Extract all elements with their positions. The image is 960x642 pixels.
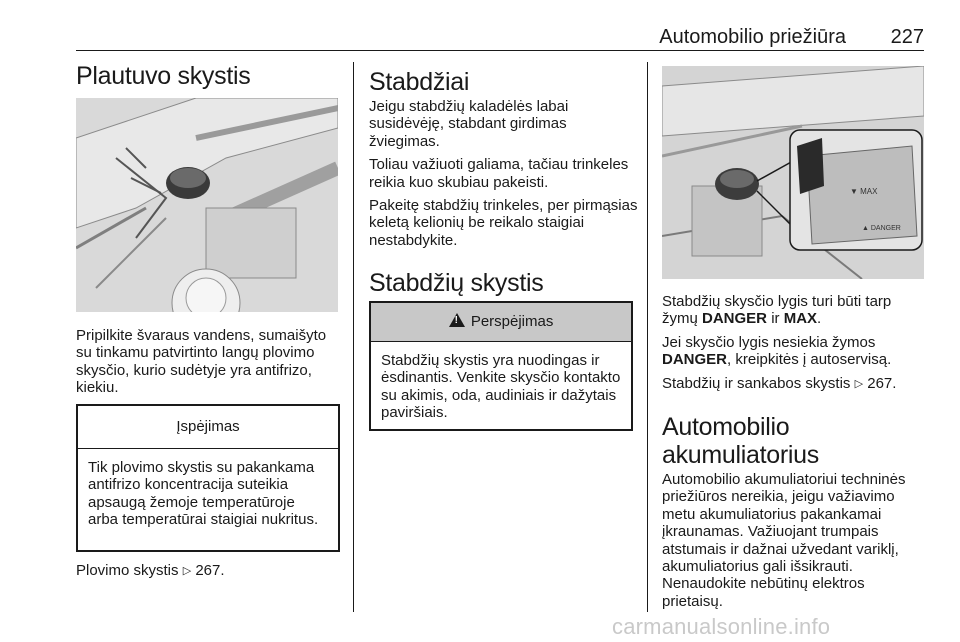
max-mark: ▼ MAX	[850, 187, 878, 196]
warning-title: Perspėjimas	[470, 313, 554, 330]
brake-ref-paragraph	[662, 375, 924, 393]
brakes-paragraph-2: Toliau važiuoti galiama, tačiau trinkeles reikia kuo skubiau pakeisti.	[369, 156, 629, 191]
danger-mark: ▲ DANGER	[862, 225, 901, 232]
engine-bay-illustration	[76, 98, 338, 312]
heading-brakes: Stabdžiai	[369, 68, 470, 96]
brake-ref-page[interactable]: 267.	[867, 374, 897, 392]
danger-label-2: DANGER	[662, 351, 728, 369]
brake-level-text-e: .	[817, 310, 822, 328]
brake-service-text-a: Jei skysčio lygis nesiekia žymos	[662, 333, 876, 351]
brake-service-paragraph	[662, 334, 924, 369]
brake-level-text-a: Stabdžių skysčio lygis turi būti tarp žymų	[662, 293, 892, 328]
brake-level-paragraph	[662, 293, 924, 328]
section-title: Automobilio priežiūra	[659, 26, 846, 48]
max-label: MAX	[783, 310, 818, 328]
heading-brake-fluid: Stabdžių skystis	[369, 269, 544, 298]
column-1-text	[76, 327, 340, 397]
washer-ref-text: Plovimo skystis	[76, 562, 179, 579]
battery-paragraph: Automobilio akumuliatoriui techninės priežiūros nereikia, jeigu važiavimo metu akumuliatorius pakankamai įkraunamas. Važiuojant trumpais atstumais ir dažnai užvedant variklį, akumuliatorius gali išsikrauti. Nenaudokite nebūtinų elektros prietaisų.	[662, 471, 906, 610]
heading-battery: Automobilio akumuliatorius	[662, 413, 819, 470]
warning-body: Stabdžių skystis yra nuodingas ir ėsdinantis. Venkite skysčio kontakto su akimis, oda, audiniais ir dažytais paviršiais.	[381, 352, 621, 422]
column-1-ref	[76, 562, 340, 580]
washer-ref-page[interactable]: 267.	[195, 562, 225, 579]
watermark: carmanualsonline.info	[612, 614, 831, 639]
warning-box	[369, 301, 633, 431]
brake-ref-text: Stabdžių ir sankabos skystis	[662, 374, 851, 392]
brake-level-text-c: ir	[767, 310, 784, 328]
column-divider-2	[647, 62, 648, 612]
danger-label: DANGER	[702, 310, 768, 328]
page-header	[76, 26, 924, 48]
notice-body: Tik plovimo skystis su pakankama antifrizo koncentracija suteikia apsaugą žemoje temperatūroje arba temperatūrai staigiai nukritus.	[88, 459, 319, 529]
washer-fluid-paragraph: Pripilkite švaraus vandens, sumaišyto su tinkamu patvirtinto langų plovimo skysčio, kurio sudėtyje yra antifrizo, kiekiu.	[76, 327, 327, 397]
brake-fluid-figure	[662, 66, 924, 279]
heading-washer-fluid: Plautuvo skystis	[76, 62, 251, 90]
warning-triangle-icon: !	[449, 313, 465, 327]
column-2	[369, 68, 639, 297]
column-1	[76, 62, 340, 90]
brake-service-text-c: , kreipkitės į autoservisą.	[727, 351, 892, 369]
page-number: 227	[890, 26, 924, 48]
brake-reservoir-illustration	[662, 66, 924, 279]
brakes-paragraph-1: Jeigu stabdžių kaladėlės labai susidėvėję, stabdant girdimas žviegimas.	[369, 98, 569, 150]
notice-title: Įspėjimas	[78, 406, 338, 449]
column-3	[662, 293, 924, 610]
header-rule	[76, 50, 924, 51]
brakes-paragraph-3: Pakeitę stabdžių trinkeles, per pirmąsias keletą kelionių be reikalo staigiai nestabdykite.	[369, 197, 638, 249]
page-reference-icon: ▷	[182, 565, 192, 577]
washer-fluid-figure	[76, 98, 338, 312]
warning-title-bar	[371, 303, 631, 342]
notice-box	[76, 404, 340, 552]
column-divider-1	[353, 62, 354, 612]
page-reference-icon-2: ▷	[854, 377, 864, 390]
